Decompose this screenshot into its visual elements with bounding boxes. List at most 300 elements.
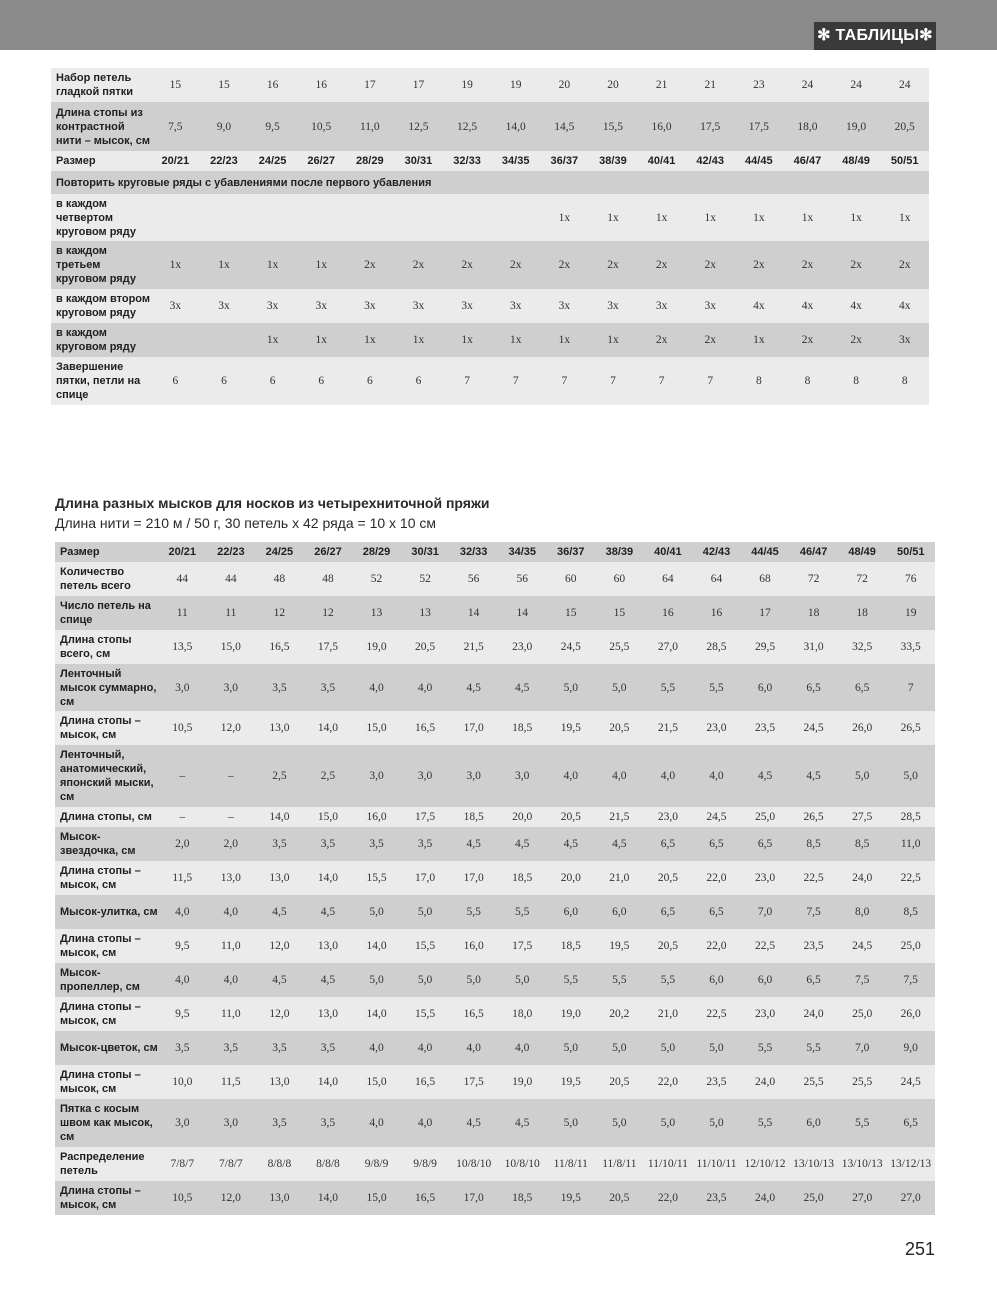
size-header-cell: 44/45: [751, 546, 779, 558]
table-row: [51, 68, 929, 102]
value-cell: 17,5: [748, 120, 769, 133]
value-cell: 4,0: [709, 770, 724, 782]
value-cell: 4,0: [515, 1042, 530, 1054]
value-cell: 20,5: [609, 722, 630, 734]
value-cell: [443, 194, 492, 241]
value-cell: [151, 194, 200, 241]
value-cell: 2x: [364, 259, 376, 271]
row-label: Длина стопы из контрастной нити – мысок, см: [56, 106, 151, 147]
value-cell: 12,5: [408, 120, 429, 133]
value-cell: 7: [464, 375, 470, 387]
table-row: [55, 1031, 935, 1065]
row-label: Длина стопы – мысок, см: [60, 933, 141, 959]
row-label: Длина стопы – мысок, см: [60, 715, 141, 741]
value-cell: 19,0: [846, 120, 867, 133]
value-cell: 14,0: [366, 1008, 387, 1020]
table-row: [55, 861, 935, 895]
value-cell: 15,5: [602, 120, 623, 133]
value-cell: 11: [176, 607, 188, 619]
table2-subtitle: Длина нити = 210 м / 50 г, 30 петель x 42 ряда = 10 x 10 см: [55, 515, 437, 531]
value-cell: 19,5: [560, 1192, 581, 1204]
size-header-cell: 32/33: [453, 155, 481, 167]
value-cell: 21: [704, 79, 716, 91]
value-cell: 9,0: [903, 1042, 918, 1054]
value-cell: 3,5: [320, 1042, 336, 1054]
value-cell: –: [179, 770, 186, 782]
size-header-cell: 28/29: [362, 546, 391, 558]
toe-length-table: [55, 542, 935, 1215]
value-cell: 7: [907, 681, 914, 694]
value-cell: 5,0: [563, 681, 578, 694]
value-cell: 15,0: [366, 722, 387, 734]
value-cell: 4,5: [806, 770, 821, 782]
value-cell: 20: [558, 79, 571, 91]
value-cell: 2x: [850, 259, 862, 271]
value-cell: 20,5: [657, 872, 678, 884]
value-cell: 4,0: [223, 906, 239, 918]
value-cell: 21: [655, 79, 668, 91]
value-cell: 52: [419, 573, 431, 585]
value-cell: 17,5: [415, 811, 436, 823]
value-cell: 5,0: [709, 1117, 724, 1129]
table-row: [55, 1099, 935, 1147]
value-cell: 6,0: [806, 1117, 821, 1129]
value-cell: 17,0: [463, 1192, 484, 1204]
size-header-cell: 48/49: [842, 155, 870, 167]
value-cell: 2x: [461, 259, 473, 271]
value-cell: 15,0: [366, 1076, 387, 1088]
value-cell: 27,0: [900, 1192, 921, 1204]
value-cell: 10,0: [172, 1076, 193, 1088]
table-row: [51, 241, 929, 289]
value-cell: 14,5: [554, 120, 575, 133]
value-cell: 1x: [218, 259, 230, 271]
value-cell: 20,2: [609, 1008, 630, 1020]
value-cell: 1x: [558, 334, 571, 346]
value-cell: 17: [364, 79, 376, 91]
value-cell: 23,5: [706, 1076, 727, 1088]
value-cell: 5,0: [854, 770, 870, 782]
value-cell: 5,0: [612, 1042, 627, 1054]
value-cell: 4x: [850, 300, 862, 312]
value-cell: 6: [221, 375, 227, 387]
row-label: в каждом втором круговом ряду: [56, 293, 150, 319]
value-cell: 7: [658, 375, 665, 387]
value-cell: 5,5: [515, 906, 530, 918]
row-label: Длина стопы – мысок, см: [60, 1001, 141, 1027]
value-cell: 3x: [461, 300, 473, 312]
value-cell: 13,0: [269, 872, 290, 884]
value-cell: 12: [273, 607, 286, 619]
size-header-cell: 50/51: [890, 155, 919, 167]
value-cell: 2,5: [320, 770, 336, 782]
value-cell: 16,0: [366, 811, 387, 823]
value-cell: [491, 194, 540, 241]
value-cell: 25,5: [609, 641, 630, 653]
size-header-cell: 50/51: [896, 546, 925, 558]
value-cell: 1x: [315, 334, 327, 346]
size-header-cell: 44/45: [745, 155, 773, 167]
value-cell: 15,5: [415, 1008, 436, 1020]
size-header-cell: 20/21: [168, 546, 197, 558]
value-cell: 32,5: [852, 641, 873, 653]
value-cell: 25,0: [852, 1008, 873, 1020]
value-cell: 3,5: [272, 681, 287, 694]
size-header-label: Размер: [60, 546, 100, 558]
value-cell: 13,0: [269, 1076, 290, 1088]
value-cell: [248, 194, 297, 241]
table-row: [55, 1181, 935, 1215]
size-header-cell: 38/39: [605, 546, 634, 558]
value-cell: 23,0: [512, 641, 533, 653]
value-cell: 15: [218, 79, 230, 91]
value-cell: 18,0: [797, 120, 818, 133]
value-cell: 24,5: [852, 940, 873, 952]
value-cell: 28,5: [706, 641, 727, 653]
value-cell: 11,0: [220, 1008, 241, 1020]
value-cell: 3x: [169, 300, 182, 312]
value-cell: 7: [561, 375, 568, 387]
value-cell: 20,5: [415, 641, 436, 653]
value-cell: 9,0: [216, 120, 232, 133]
size-header-cell: 34/35: [508, 546, 536, 558]
value-cell: 17: [759, 607, 771, 619]
table-row: [55, 711, 935, 745]
value-cell: 16,0: [651, 120, 672, 133]
value-cell: 12,0: [220, 1192, 241, 1204]
value-cell: 5,0: [563, 1117, 578, 1129]
value-cell: 15,0: [366, 1192, 387, 1204]
value-cell: 19,0: [512, 1076, 533, 1088]
value-cell: 27,0: [657, 641, 678, 653]
value-cell: 72: [807, 573, 820, 585]
value-cell: 3,5: [320, 681, 336, 694]
value-cell: 56: [467, 573, 480, 585]
value-cell: 3,0: [175, 1117, 190, 1129]
value-cell: 3x: [704, 300, 716, 312]
value-cell: 24,5: [900, 1076, 921, 1088]
value-cell: 7: [512, 375, 519, 387]
value-cell: 18,5: [512, 1192, 533, 1204]
table-row: [55, 1147, 935, 1181]
value-cell: 22,0: [657, 1192, 678, 1204]
value-cell: 4,5: [320, 906, 336, 918]
value-cell: 64: [710, 573, 723, 585]
page-number: 251: [905, 1239, 936, 1259]
value-cell: 23,0: [754, 872, 776, 884]
value-cell: 5,0: [903, 770, 918, 782]
table-row: [51, 194, 929, 241]
value-cell: –: [227, 770, 234, 782]
value-cell: 17,0: [463, 872, 484, 884]
row-label: Набор петель гладкой пятки: [56, 72, 134, 98]
value-cell: 7,0: [757, 906, 773, 918]
value-cell: 25,0: [900, 940, 921, 952]
table-row: [51, 357, 929, 405]
value-cell: 4,0: [417, 1117, 433, 1129]
value-cell: 16,5: [463, 1008, 484, 1020]
value-cell: 1x: [266, 334, 279, 346]
value-cell: 10,5: [311, 120, 332, 133]
value-cell: 4x: [898, 300, 911, 312]
value-cell: 5,0: [466, 974, 481, 986]
value-cell: 9,5: [265, 120, 280, 133]
value-cell: 3x: [558, 300, 571, 312]
value-cell: 1x: [169, 259, 182, 271]
size-header-cell: 28/29: [356, 155, 384, 167]
value-cell: 2x: [655, 259, 668, 271]
value-cell: 19,0: [560, 1008, 581, 1020]
value-cell: 5,5: [563, 974, 578, 986]
value-cell: 3,5: [272, 838, 287, 850]
value-cell: 7: [707, 375, 714, 387]
value-cell: 22,5: [706, 1008, 727, 1020]
table-row: [55, 997, 935, 1031]
value-cell: 2x: [753, 259, 765, 271]
value-cell: 11,5: [220, 1076, 241, 1088]
value-cell: 4,5: [466, 681, 481, 694]
size-header-cell: 30/31: [404, 155, 433, 167]
value-cell: 2x: [704, 334, 716, 346]
value-cell: 2x: [850, 334, 862, 346]
value-cell: 6,0: [757, 681, 773, 694]
value-cell: 4,0: [175, 906, 190, 918]
value-cell: 24: [850, 79, 862, 91]
value-cell: 3,5: [272, 1042, 287, 1054]
value-cell: 11/10/11: [647, 1158, 688, 1170]
value-cell: 3x: [898, 334, 911, 346]
value-cell: 23,0: [706, 722, 727, 734]
value-cell: 6: [318, 375, 325, 387]
value-cell: 16,5: [415, 1076, 436, 1088]
row-label: Длина стопы – мысок, см: [60, 865, 141, 891]
value-cell: 4,5: [563, 838, 578, 850]
value-cell: 24,0: [803, 1008, 824, 1020]
repeat-rows-note-text: Повторить круговые ряды с убавлениями после первого убавления: [56, 176, 432, 189]
value-cell: 6,5: [806, 974, 821, 986]
value-cell: 22,5: [900, 872, 921, 884]
table-row: [55, 745, 935, 807]
size-header-cell: 46/47: [793, 155, 822, 167]
table-row: [55, 596, 935, 630]
value-cell: 8,5: [854, 838, 870, 850]
value-cell: 27,5: [852, 811, 873, 823]
value-cell: [151, 323, 200, 357]
value-cell: 20: [607, 79, 619, 91]
value-cell: 19: [509, 79, 522, 91]
value-cell: 3,5: [175, 1042, 190, 1054]
size-header-row: [55, 542, 935, 562]
size-header-cell: 46/47: [799, 546, 828, 558]
value-cell: 5,5: [466, 906, 481, 918]
row-label: в каждом круговом ряду: [56, 327, 136, 353]
value-cell: 21,5: [657, 722, 678, 734]
size-header-cell: 24/25: [258, 155, 287, 167]
value-cell: 7,5: [903, 974, 918, 986]
value-cell: 10,5: [172, 1192, 193, 1204]
value-cell: 9,5: [175, 1008, 190, 1020]
value-cell: 18: [807, 607, 820, 619]
value-cell: 4,5: [466, 1117, 481, 1129]
value-cell: 17,5: [700, 120, 721, 133]
value-cell: 4,5: [466, 838, 481, 850]
value-cell: 25,5: [803, 1076, 824, 1088]
value-cell: 24,5: [706, 811, 727, 823]
value-cell: 60: [565, 573, 577, 585]
row-label: Распределение петель: [60, 1151, 145, 1177]
value-cell: 6,0: [563, 906, 578, 918]
table-row: [55, 630, 935, 664]
row-label: Число петель на спице: [60, 600, 151, 626]
value-cell: 1x: [364, 334, 376, 346]
value-cell: 5,5: [709, 681, 724, 694]
value-cell: 20,0: [560, 872, 581, 884]
table-row: [51, 289, 929, 323]
value-cell: 52: [370, 573, 383, 585]
value-cell: 1x: [461, 334, 473, 346]
value-cell: 2,5: [272, 770, 287, 782]
row-label: Длина стопы – мысок, см: [60, 1069, 141, 1095]
value-cell: 16,5: [415, 1192, 436, 1204]
value-cell: 4,5: [515, 1117, 530, 1129]
size-header-cell: 36/37: [557, 546, 585, 558]
value-cell: 6,5: [660, 906, 676, 918]
value-cell: 29,5: [754, 641, 776, 653]
value-cell: 2x: [801, 334, 814, 346]
value-cell: 4,0: [175, 974, 190, 986]
value-cell: 5,5: [757, 1042, 773, 1054]
value-cell: [297, 194, 346, 241]
value-cell: 7,0: [854, 1042, 870, 1054]
value-cell: 4,5: [272, 974, 287, 986]
value-cell: 15: [613, 607, 626, 619]
value-cell: 6: [366, 375, 373, 387]
value-cell: 6: [172, 375, 179, 387]
value-cell: 17,5: [463, 1076, 484, 1088]
value-cell: 24,0: [754, 1076, 776, 1088]
value-cell: 1x: [801, 211, 814, 224]
value-cell: 14,0: [317, 1076, 339, 1088]
value-cell: 3x: [315, 300, 327, 312]
value-cell: 18: [856, 607, 868, 619]
value-cell: 20,5: [657, 940, 678, 952]
value-cell: 33,5: [900, 641, 921, 653]
row-label: Ленточный мысок суммарно, см: [60, 667, 157, 708]
value-cell: 24,0: [754, 1192, 776, 1204]
value-cell: 4,5: [612, 838, 627, 850]
value-cell: 3x: [364, 300, 376, 312]
value-cell: 5,5: [612, 974, 627, 986]
value-cell: 1x: [266, 259, 279, 271]
table-row: [51, 102, 929, 151]
value-cell: 2x: [607, 259, 619, 271]
table-row: [55, 963, 935, 997]
value-cell: 68: [759, 573, 771, 585]
value-cell: 2x: [801, 259, 814, 271]
size-header-cell: 22/23: [210, 155, 238, 167]
value-cell: 4,0: [417, 681, 433, 694]
value-cell: 8,0: [854, 906, 870, 918]
value-cell: 16: [266, 79, 279, 91]
size-header-row: [51, 151, 929, 171]
value-cell: 9/8/9: [413, 1158, 437, 1170]
value-cell: 8/8/8: [316, 1158, 340, 1170]
value-cell: 12,0: [269, 1008, 290, 1020]
value-cell: 11,0: [900, 838, 921, 850]
value-cell: 6,5: [709, 906, 724, 918]
size-header-cell: 36/37: [550, 155, 579, 167]
value-cell: 1x: [898, 211, 911, 224]
value-cell: 5,5: [757, 1117, 773, 1129]
value-cell: 8: [804, 375, 811, 387]
row-label: Количество петель всего: [60, 566, 131, 592]
value-cell: 4,0: [369, 1117, 384, 1129]
row-label: в каждом третьем круговом ряду: [56, 245, 136, 285]
value-cell: 3,0: [466, 770, 481, 782]
value-cell: 4,5: [757, 770, 773, 782]
value-cell: 14,0: [317, 722, 339, 734]
value-cell: 5,0: [612, 681, 627, 694]
table-row: [55, 895, 935, 929]
value-cell: 56: [516, 573, 528, 585]
value-cell: 22,5: [754, 940, 776, 952]
value-cell: 6,5: [660, 838, 676, 850]
value-cell: 20,5: [560, 811, 581, 823]
size-header-cell: 32/33: [459, 546, 488, 558]
value-cell: 2x: [704, 259, 716, 271]
value-cell: 13,0: [269, 1192, 290, 1204]
value-cell: 15,5: [366, 872, 387, 884]
heel-table: [51, 68, 929, 405]
row-label: Мысок-пропеллер, см: [60, 967, 140, 993]
value-cell: 22,0: [706, 940, 727, 952]
value-cell: 3,0: [223, 681, 239, 694]
value-cell: 3,5: [417, 838, 433, 850]
row-label: Длина стопы – мысок, см: [60, 1185, 141, 1211]
size-header-cell: 22/23: [217, 546, 245, 558]
row-label: Мысок-цветок, см: [60, 1042, 158, 1054]
value-cell: 10/8/10: [456, 1158, 492, 1170]
value-cell: 13,0: [220, 872, 241, 884]
value-cell: 11,0: [220, 940, 241, 952]
value-cell: 11/10/11: [696, 1158, 737, 1170]
value-cell: 8: [901, 375, 908, 387]
value-cell: 8: [853, 375, 859, 387]
value-cell: 20,5: [609, 1192, 630, 1204]
size-header-cell: 24/25: [265, 546, 294, 558]
value-cell: 2x: [509, 259, 522, 271]
value-cell: 18,0: [512, 1008, 533, 1020]
value-cell: 64: [662, 573, 674, 585]
value-cell: 8,5: [806, 838, 821, 850]
value-cell: 4,5: [320, 974, 336, 986]
value-cell: 5,0: [369, 906, 384, 918]
value-cell: 13,5: [172, 641, 193, 653]
value-cell: 8/8/8: [267, 1158, 292, 1170]
value-cell: 18,5: [560, 940, 581, 952]
value-cell: 17,5: [317, 641, 339, 653]
value-cell: 4x: [753, 300, 765, 312]
value-cell: 5,0: [612, 1117, 627, 1129]
value-cell: 12,0: [269, 940, 290, 952]
value-cell: 23,5: [706, 1192, 727, 1204]
value-cell: 3x: [509, 300, 522, 312]
value-cell: 3,5: [320, 1117, 336, 1129]
value-cell: 3,0: [369, 770, 384, 782]
value-cell: 4x: [801, 300, 814, 312]
value-cell: 5,0: [563, 1042, 578, 1054]
value-cell: 9/8/9: [364, 1158, 389, 1170]
